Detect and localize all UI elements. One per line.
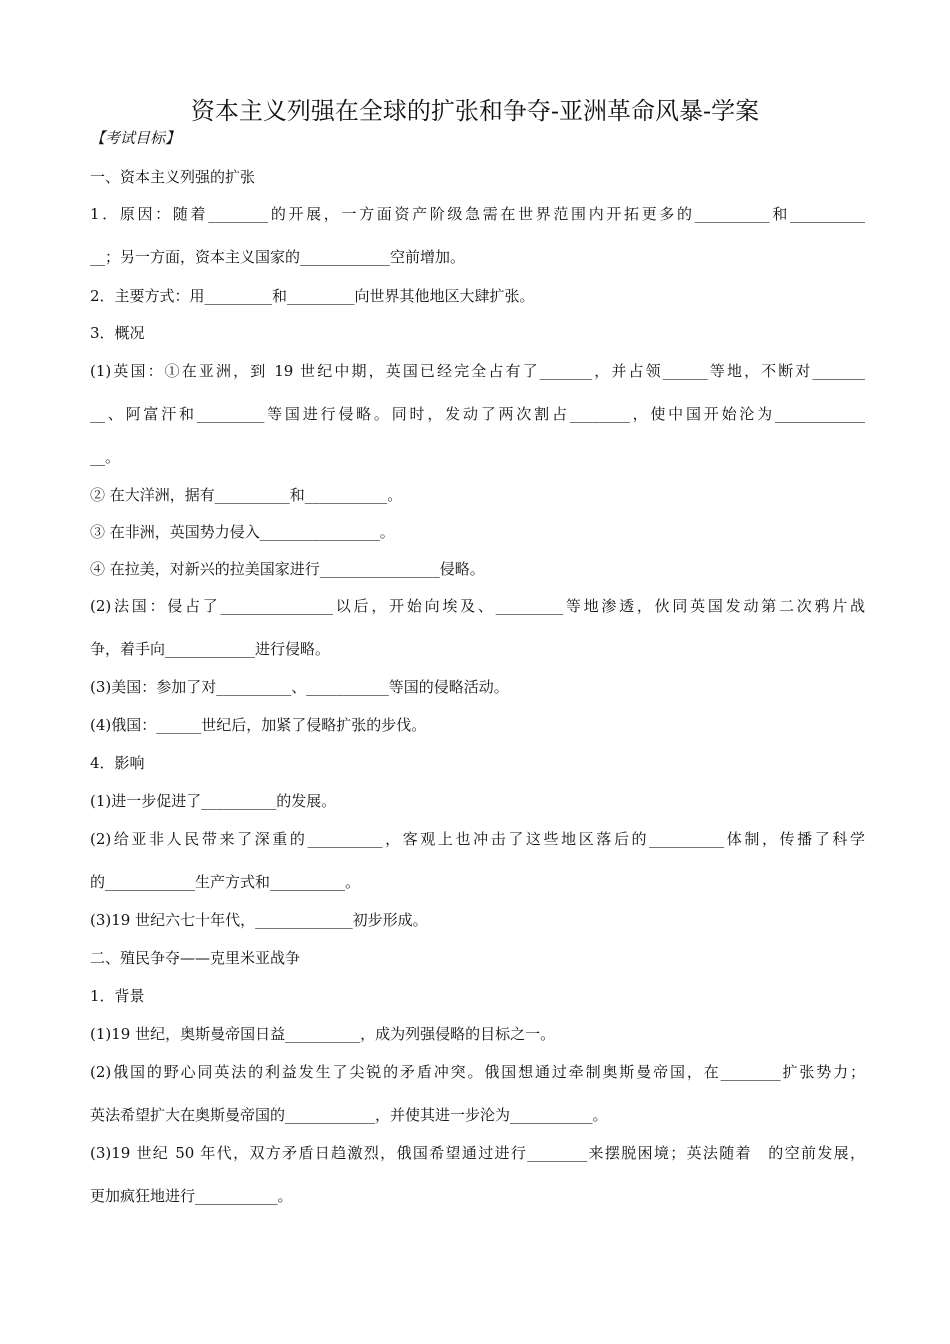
text-line: 2．主要方式：用_________和_________向世界其他地区大肆扩张。 xyxy=(90,287,535,305)
text-line: __；另一方面，资本主义国家的____________空前增加。 xyxy=(90,248,466,266)
text-line: (2)法国：侵占了_______________以后，开始向埃及、_________等地渗透，伙同英国发动第二次鸦片战 xyxy=(90,597,865,615)
text-line: 争，着手向____________进行侵略。 xyxy=(90,640,331,658)
text-line: __。 xyxy=(90,448,121,466)
text-line: (3)19 世纪 50 年代，双方矛盾日趋激烈，俄国希望通过进行________来摆脱困境；英法随着 的空前发展， xyxy=(90,1144,865,1162)
text-line: (1)进一步促进了__________的发展。 xyxy=(90,792,337,810)
text-line: (2)俄国的野心同英法的利益发生了尖锐的矛盾冲突。俄国想通过牵制奥斯曼帝国，在________扩张势力； xyxy=(90,1063,865,1081)
document-title: 资本主义列强在全球的扩张和争夺-亚洲革命风暴-学案 xyxy=(190,97,760,125)
text-line: (1)英国：①在亚洲，到 19 世纪中期，英国已经完全占有了_______，并占领______等地，不断对_______ xyxy=(90,362,865,380)
exam-target-heading: 【考试目标】 xyxy=(90,129,181,147)
text-line: (4)俄国：______世纪后，加紧了侵略扩张的步伐。 xyxy=(90,716,427,734)
text-line: ② 在大洋洲，据有__________和___________。 xyxy=(90,486,403,504)
text-line: 一、资本主义列强的扩张 xyxy=(90,168,256,186)
text-line: 3．概况 xyxy=(90,324,145,342)
text-line: 二、殖民争夺——克里米亚战争 xyxy=(90,949,301,967)
text-line: ③ 在非洲，英国势力侵入________________。 xyxy=(90,523,395,541)
text-line: ④ 在拉美，对新兴的拉美国家进行________________侵略。 xyxy=(90,560,485,578)
text-line: (1)19 世纪，奥斯曼帝国日益__________，成为列强侵略的目标之一。 xyxy=(90,1025,556,1043)
text-line: 1．背景 xyxy=(90,987,145,1005)
text-line: __、阿富汗和_________等国进行侵略。同时，发动了两次割占________，使中国开始沦为____________ xyxy=(90,405,865,423)
text-line: (2)给亚非人民带来了深重的__________，客观上也冲击了这些地区落后的__________体制，传播了科学 xyxy=(90,830,865,848)
text-line: 更加疯狂地进行___________。 xyxy=(90,1187,293,1205)
text-line: (3)美国：参加了对__________、___________等国的侵略活动。 xyxy=(90,678,509,696)
text-line: (3)19 世纪六七十年代，_____________初步形成。 xyxy=(90,911,428,929)
text-line: 的____________生产方式和__________。 xyxy=(90,873,361,891)
text-line: 4．影响 xyxy=(90,754,145,772)
text-line: 英法希望扩大在奥斯曼帝国的____________，并使其进一步沦为___________。 xyxy=(90,1106,608,1124)
text-line: 1．原因：随着________的开展，一方面资产阶级急需在世界范围内开拓更多的__________和__________ xyxy=(90,205,865,223)
